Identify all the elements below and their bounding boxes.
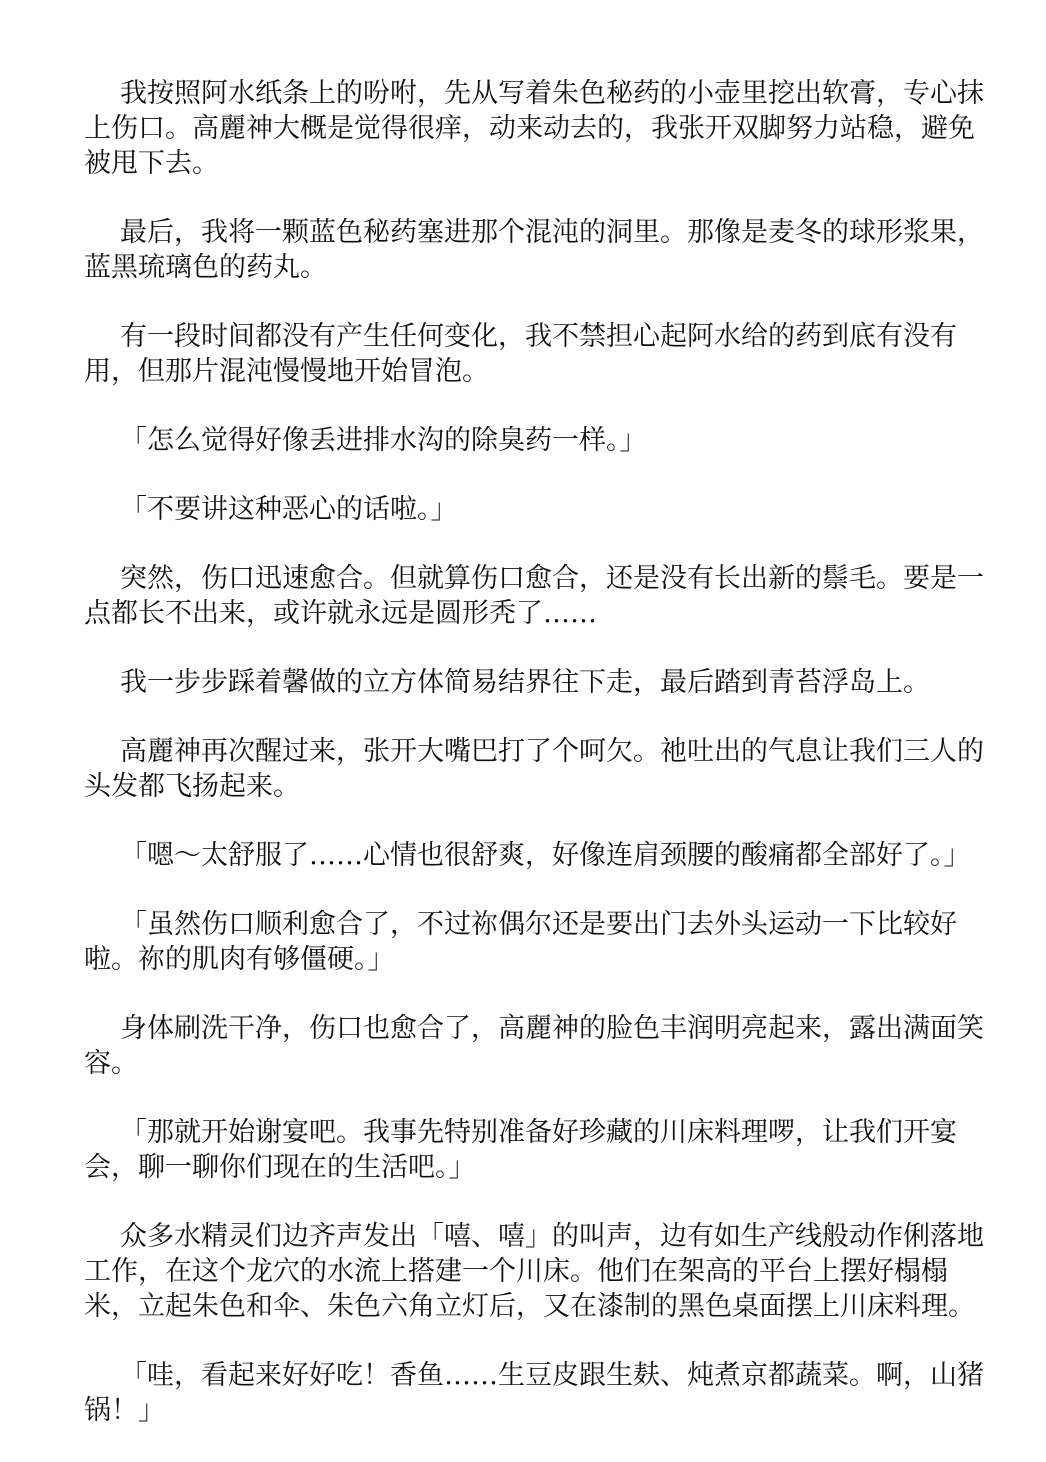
paragraph: 高麗神再次醒过来，张开大嘴巴打了个呵欠。祂吐出的气息让我们三人的头发都飞扬起来。: [84, 736, 984, 802]
paragraph: 最后，我将一颗蓝色秘药塞进那个混沌的洞里。那像是麦冬的球形浆果，蓝黑琉璃色的药丸。: [84, 217, 984, 283]
dialogue-line: 「怎么觉得好像丢进排水沟的除臭药一样。」: [120, 425, 647, 456]
dialogue-line: 「嗯～太舒服了……心情也很舒爽，好像连肩颈腰的酸痛都全部好了。」: [120, 840, 971, 871]
dialogue-line: 「哇，看起来好好吃！香鱼……生豆皮跟生麸、炖煮京都蔬菜。啊，山猪锅！」: [84, 1360, 984, 1426]
paragraph: 我一步步踩着馨做的立方体简易结界往下走，最后踏到青苔浮岛上。: [120, 667, 930, 698]
dialogue-line: 「不要讲这种恶心的话啦。」: [120, 494, 458, 525]
paragraph: 有一段时间都没有产生任何变化，我不禁担心起阿水给的药到底有没有用，但那片混沌慢慢地开始冒泡。: [84, 321, 957, 387]
paragraph: 我按照阿水纸条上的吩咐，先从写着朱色秘药的小壶里挖出软膏，专心抹上伤口。高麗神大概是觉得很痒，动来动去的，我张开双脚努力站稳，避免被甩下去。: [84, 78, 984, 179]
paragraph: 众多水精灵们边齐声发出「嘻、嘻」的叫声，边有如生产线般动作俐落地工作，在这个龙穴的水流上搭建一个川床。他们在架高的平台上摆好榻榻米，立起朱色和伞、朱色六角立灯后，又在漆制的黑色桌面摆上川床料理。: [84, 1221, 984, 1322]
dialogue-line: 「那就开始谢宴吧。我事先特别准备好珍藏的川床料理啰，让我们开宴会，聊一聊你们现在的生活吧。」: [84, 1117, 957, 1183]
dialogue-line: 「虽然伤口顺利愈合了，不过祢偶尔还是要出门去外头运动一下比较好啦。祢的肌肉有够僵硬。」: [84, 909, 957, 975]
paragraph: 突然，伤口迅速愈合。但就算伤口愈合，还是没有长出新的鬃毛。要是一点都长不出来，或许就永远是圆形秃了……: [84, 563, 984, 629]
document-body: [84, 76, 984, 1462]
paragraph: 身体刷洗干净，伤口也愈合了，高麗神的脸色丰润明亮起来，露出满面笑容。: [84, 1013, 984, 1079]
